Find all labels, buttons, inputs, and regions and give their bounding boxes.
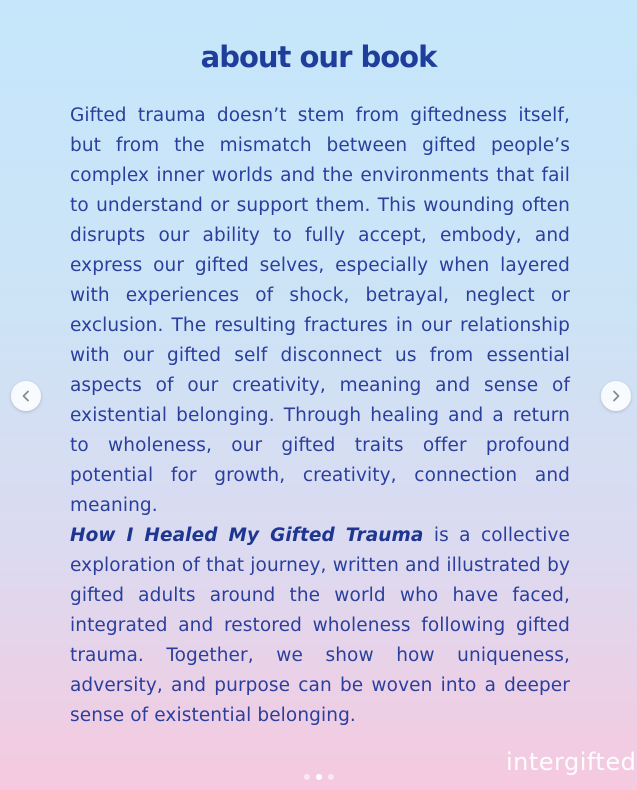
chevron-right-icon [610,390,622,402]
paragraph-book-description [70,521,570,731]
carousel-indicator [304,774,334,780]
brand-logo: intergifted [506,748,637,776]
slide-title: about our book [200,40,437,74]
book-description-text: is a collective exploration of that journey, written and illustrated by gifted adults around the world who have faced, integrated and restored wholeness following gifted trauma. Together, we show how uniqueness, adversity, and purpose can be woven into a deeper sense of existential belonging. [70,525,570,726]
carousel-dot-active[interactable] [316,774,322,780]
carousel-dot[interactable] [328,774,334,780]
carousel-dot[interactable] [304,774,310,780]
next-slide-button[interactable] [601,381,631,411]
previous-slide-button[interactable] [11,381,41,411]
book-title: How I Healed My Gifted Trauma [70,525,424,546]
chevron-left-icon [20,390,32,402]
paragraph-intro: Gifted trauma doesn’t stem from giftedness itself, but from the mismatch between gifted people’s complex inner worlds and the environments that fail to understand or support them. This wounding often disrupts our ability to fully accept, embody, and express our gifted selves, especially when layered with experiences of shock, betrayal, neglect or exclusion. The resulting fractures in our relationship with our gifted self disconnect us from essential aspects of our creativity, meaning and sense of existential belonging. Through healing and a return to wholeness, our gifted traits offer profound potential for growth, creativity, connection and meaning. [70,105,570,516]
